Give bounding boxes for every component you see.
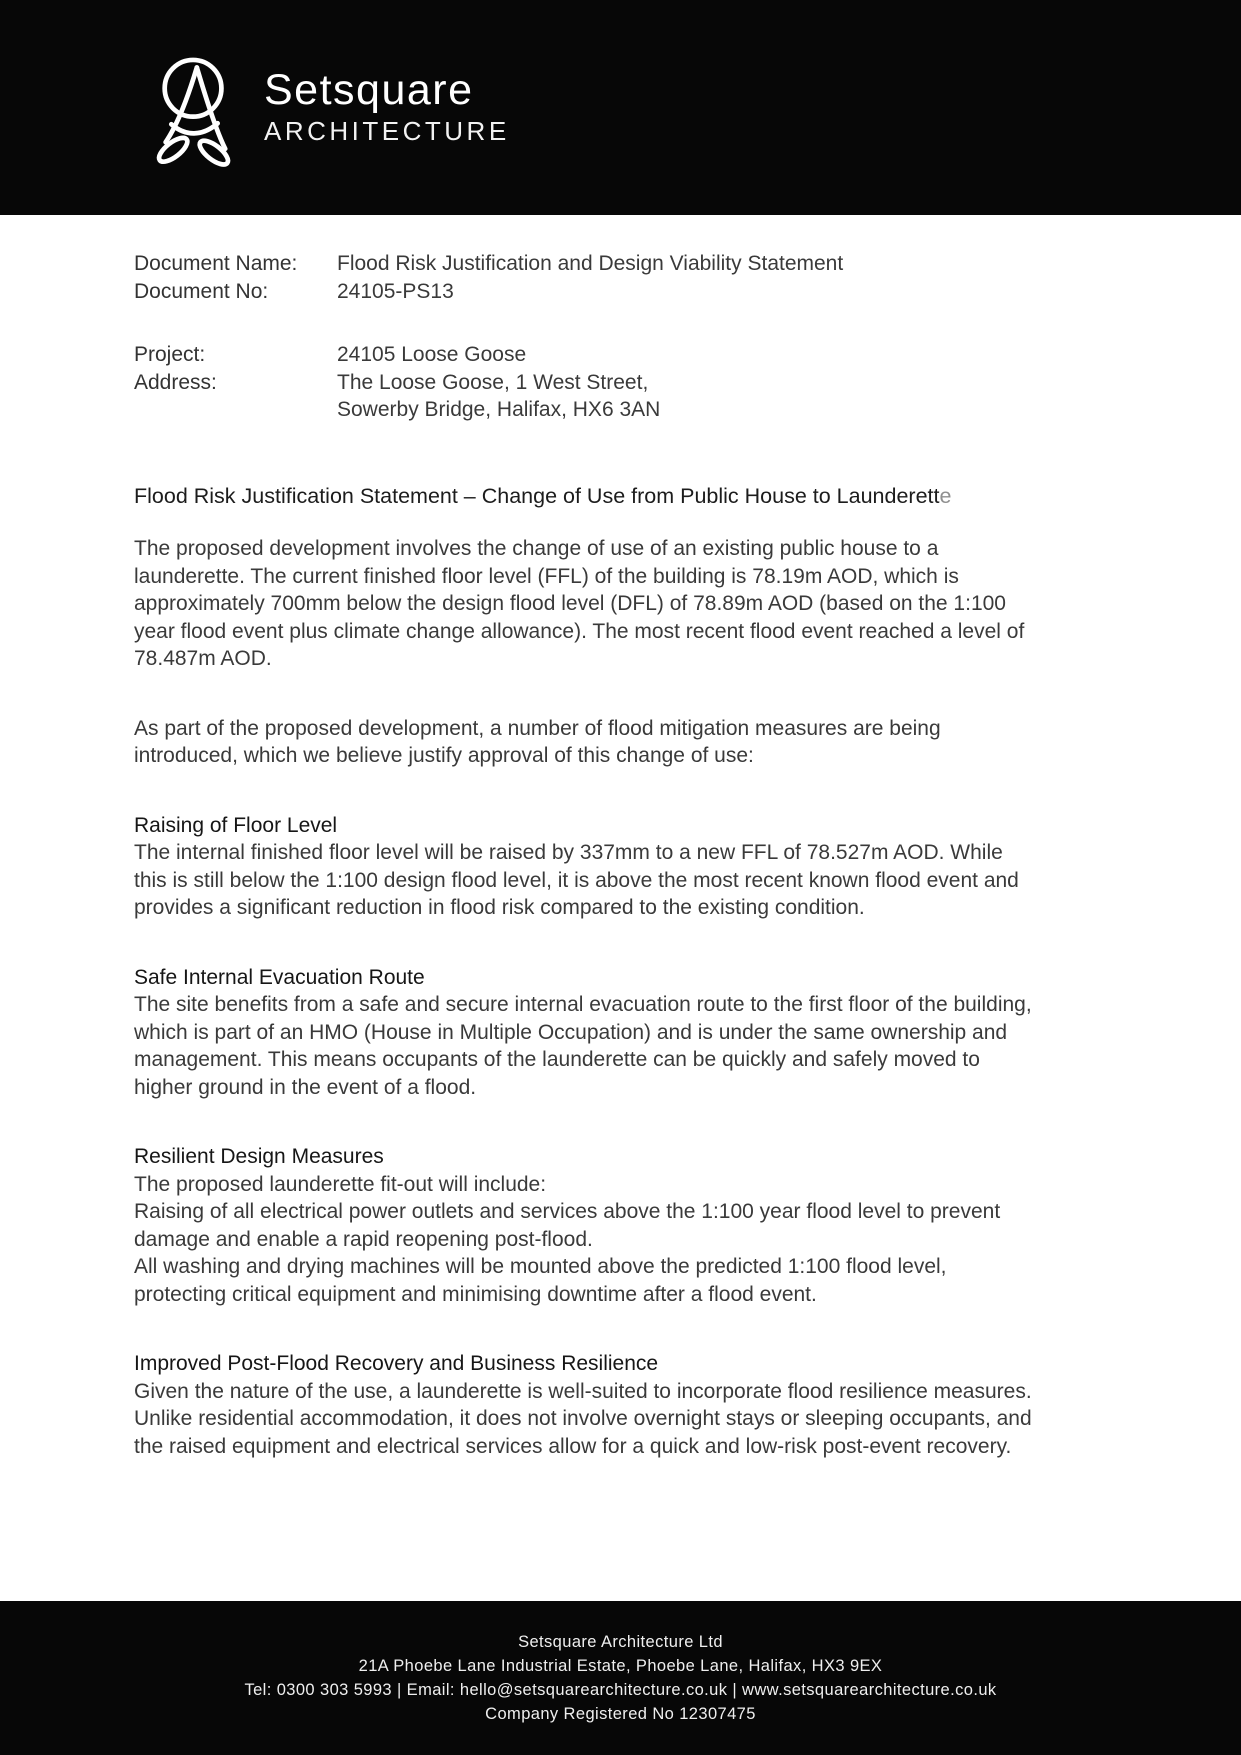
document-title-text: Flood Risk Justification Statement – Change of Use from Public House to Launderett [134, 483, 940, 508]
company-logo [142, 39, 510, 177]
document-title [134, 483, 1107, 511]
doc-name-row [134, 250, 1107, 278]
footer-address: 21A Phoebe Lane Industrial Estate, Phoebe Lane, Halifax, HX3 9EX [358, 1657, 883, 1675]
document-title-tail: e [939, 483, 952, 508]
section-body-resilient-design-measures: The proposed launderette fit-out will include: [134, 1172, 547, 1196]
section-safe-internal-evacuation-route [134, 964, 1107, 1102]
letterhead-footer [0, 1601, 1241, 1755]
section-body-improved-post-flood-recovery: Given the nature of the use, a launderette is well-suited to incorporate flood resilience measures. Unlike residential accommodation, it does not involve overnight stays or sleeping occupants, and the raised equipment and electrical services allow for a quick and low-risk post-event recovery. [134, 1379, 1032, 1458]
footer-company-name: Setsquare Architecture Ltd [518, 1633, 723, 1651]
project-row [134, 341, 1107, 369]
doc-name-label: Document Name: [134, 252, 298, 275]
address-row [134, 369, 1107, 397]
intro-paragraph-1: The proposed development involves the change of use of an existing public house to a launderette. The current finished floor level (FFL) of the building is 78.19m AOD, which is approximately 700mm below the design flood level (DFL) of 78.89m AOD (based on the 1:100 year flood event plus climate change allowance). The most recent flood event reached a level of 78.487m AOD. [134, 537, 1025, 670]
logo-text [264, 65, 510, 147]
section-body-safe-internal-evacuation-route: The site benefits from a safe and secure internal evacuation route to the first floor of the building, which is part of an HMO (House in Multiple Occupation) and is under the same ownership and management. This means occupants of the launderette can be quickly and safely moved to higher ground in the event of a flood. [134, 993, 1032, 1099]
doc-name-value: Flood Risk Justification and Design Viability Statement [337, 252, 844, 275]
section-resilient-design-measures [134, 1143, 1107, 1308]
section-raising-of-floor-level [134, 812, 1107, 922]
project-value: 24105 Loose Goose [337, 343, 527, 366]
setsquare-compass-icon [142, 45, 246, 177]
project-label: Project: [134, 343, 206, 366]
section-body-raising-of-floor-level: The internal finished floor level will be raised by 337mm to a new FFL of 78.527m AOD. While this is still below the 1:100 design flood level, it is above the most recent known flood event and provides a significant reduction in flood risk compared to the existing condition. [134, 841, 1019, 919]
address-value-line1: The Loose Goose, 1 West Street, [337, 370, 649, 394]
doc-no-label: Document No: [134, 279, 269, 303]
intro-paragraph-2: As part of the proposed development, a number of flood mitigation measures are being introduced, which we believe justify approval of this change of use: [134, 716, 941, 767]
measure-machines-mounted: All washing and drying machines will be mounted above the predicted 1:100 flood level, protecting critical equipment and minimising downtime after a flood event. [134, 1255, 947, 1306]
document-body [0, 250, 1241, 1460]
section-heading-raising-of-floor-level: Raising of Floor Level [134, 813, 338, 837]
document-info-block [134, 250, 1107, 424]
section-heading-improved-post-flood-recovery: Improved Post-Flood Recovery and Business Resilience [134, 1352, 659, 1375]
address-row-line2 [134, 396, 1107, 424]
brand-subtitle: ARCHITECTURE [264, 116, 510, 147]
section-heading-resilient-design-measures: Resilient Design Measures [134, 1145, 384, 1168]
brand-name: Setsquare [264, 65, 474, 114]
footer-registration: Company Registered No 12307475 [485, 1705, 756, 1723]
address-label: Address: [134, 370, 217, 394]
letterhead-header [0, 0, 1241, 215]
footer-contact: Tel: 0300 303 5993 | Email: hello@setsquarearchitecture.co.uk | www.setsquarearchitecture.co.uk [244, 1681, 997, 1699]
doc-no-row [134, 278, 1107, 306]
measure-electrical-outlets: Raising of all electrical power outlets and services above the 1:100 year flood level to prevent damage and enable a rapid reopening post-flood. [134, 1200, 1001, 1251]
doc-no-value: 24105-PS13 [337, 279, 454, 303]
address-value-line2: Sowerby Bridge, Halifax, HX6 3AN [337, 398, 661, 421]
section-improved-post-flood-recovery [134, 1350, 1107, 1460]
section-heading-safe-internal-evacuation-route: Safe Internal Evacuation Route [134, 965, 425, 989]
